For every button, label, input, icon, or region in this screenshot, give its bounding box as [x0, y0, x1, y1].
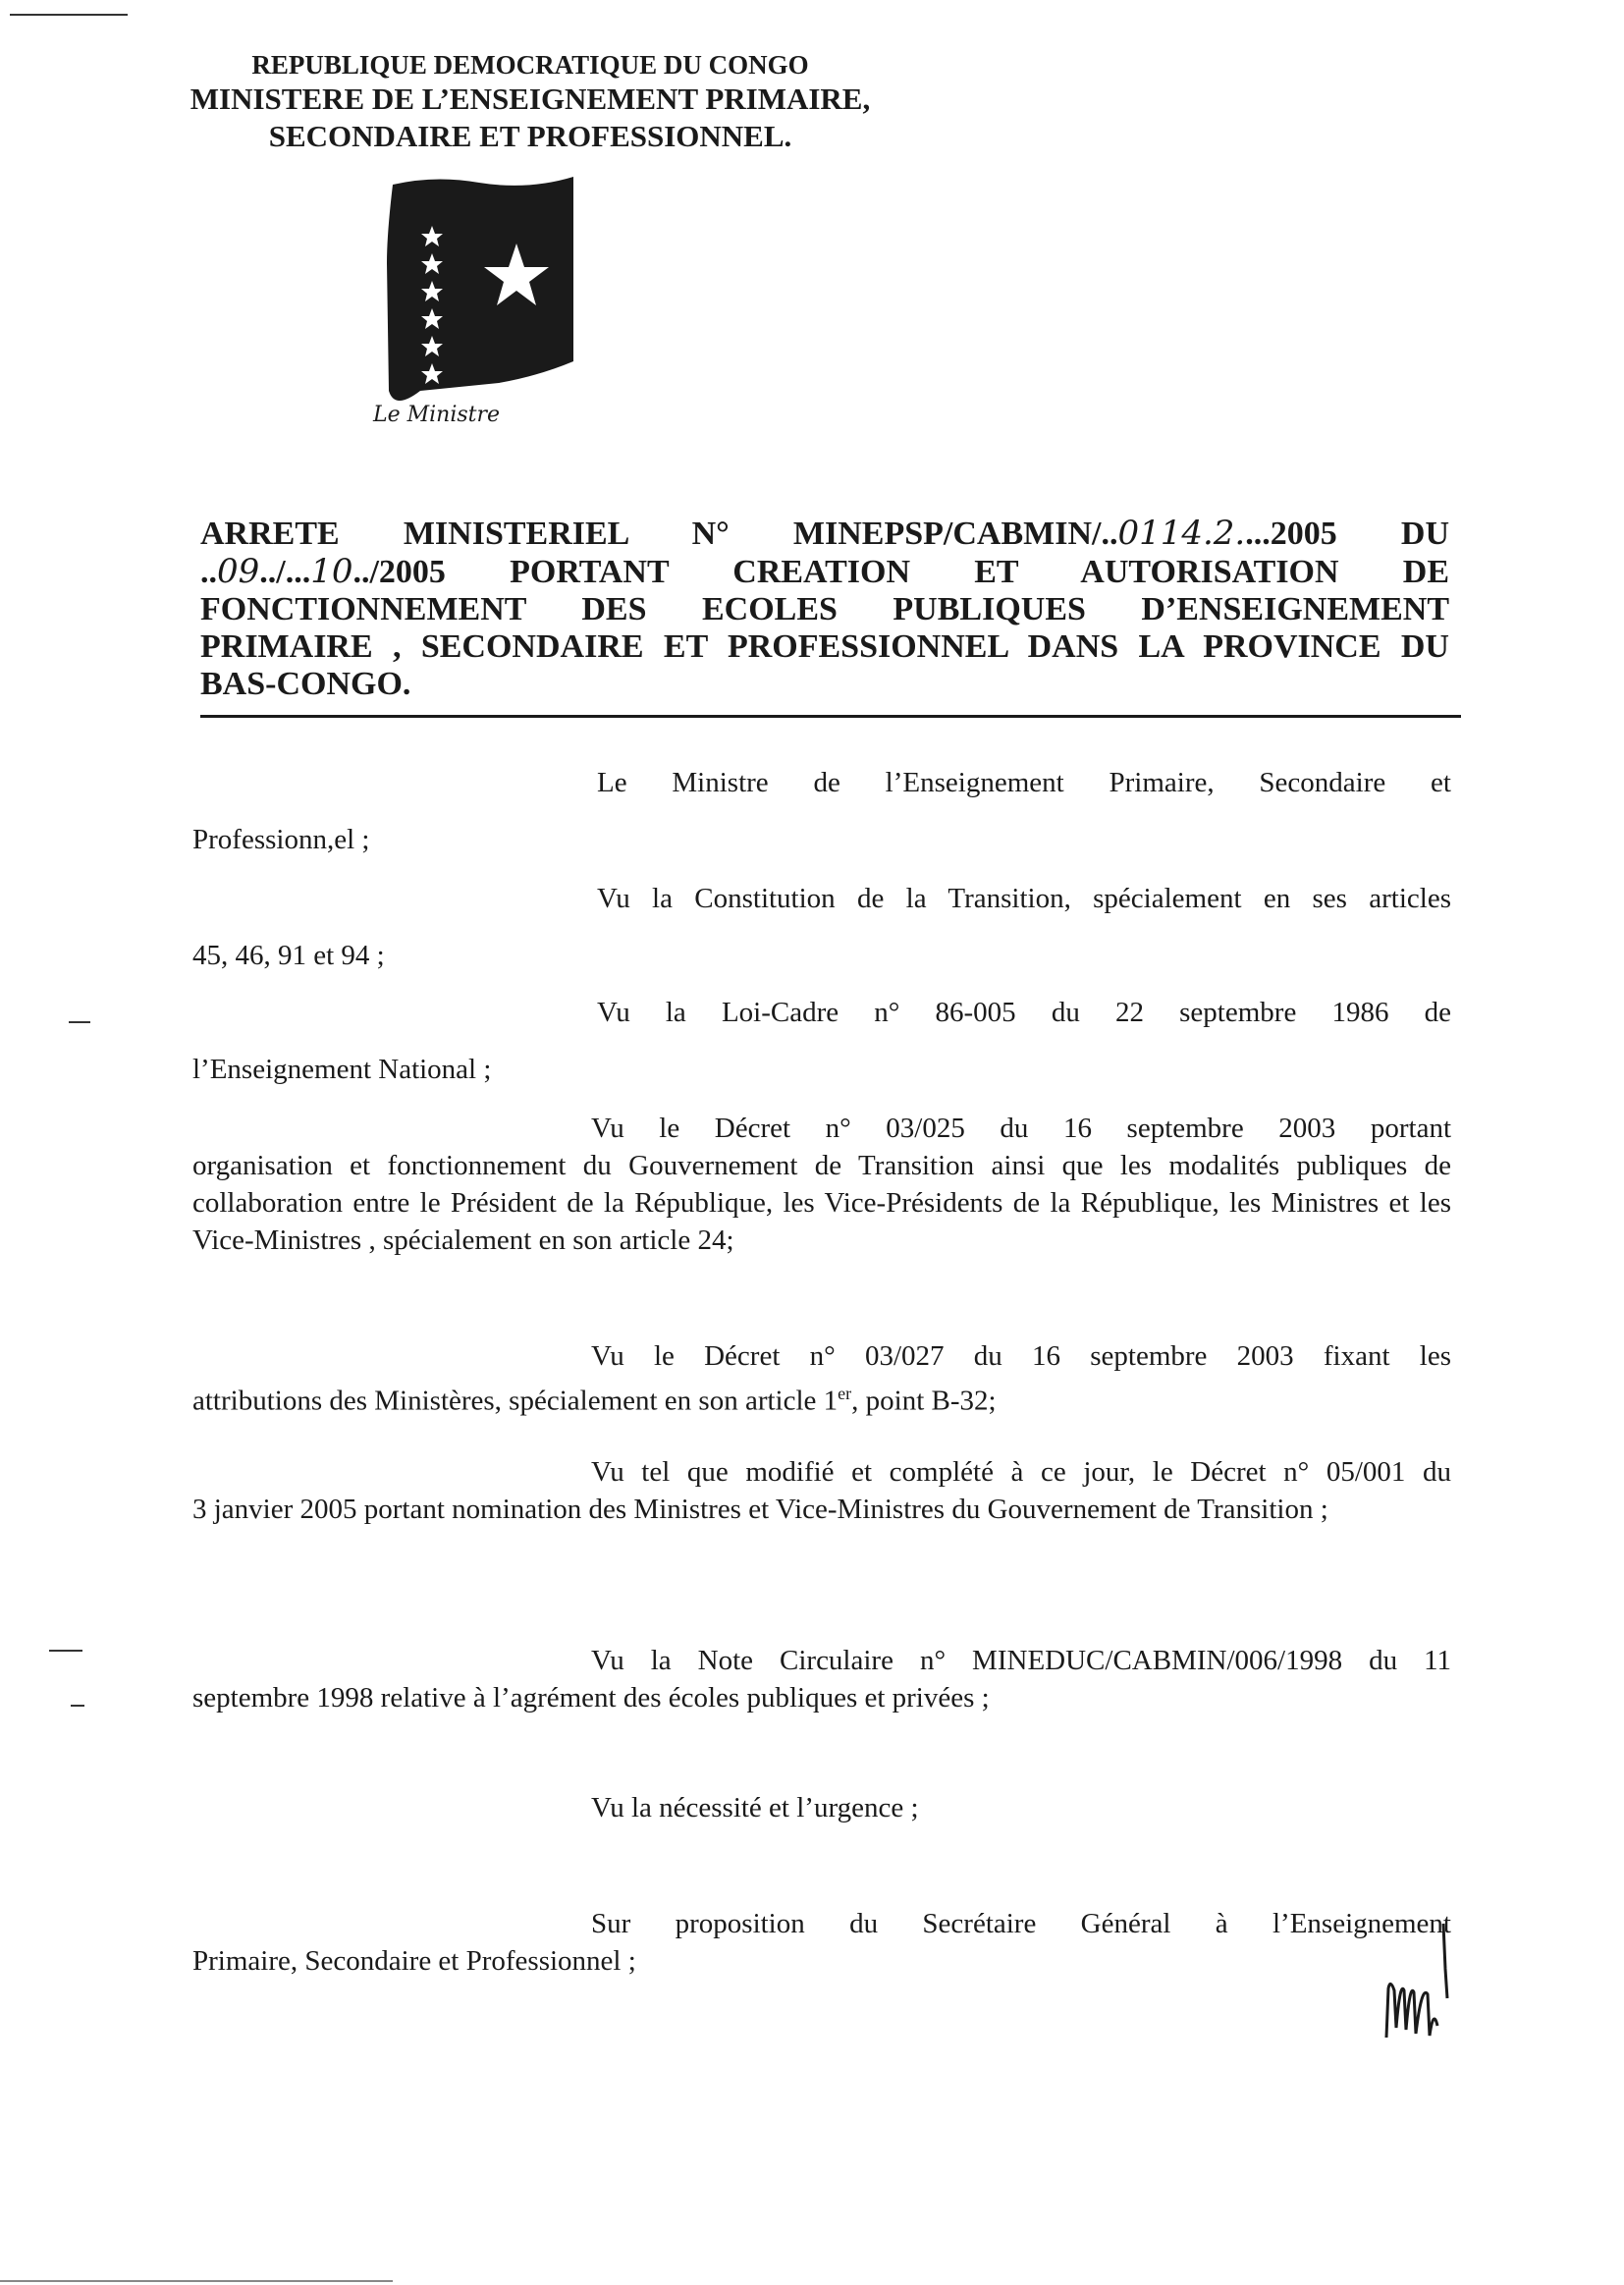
title-part-4: ../2005 PORTANT CREATION ET AUTORISATION DE FONCTIONNEMENT DES ECOLES PUBLIQUES D’ENSEIGNEMENT PRIMAIRE , SECONDAIRE ET PROFESSIONNEL DANS LA PROVINCE DU BAS-CONGO.: [200, 554, 1449, 702]
superscript-er: er: [838, 1384, 852, 1403]
paragraph-urgence: [192, 1789, 1451, 1826]
paragraph-continuation: 45, 46, 91 et 94 ;: [192, 940, 385, 971]
scan-mark: [10, 14, 128, 16]
paragraph-continuation: [192, 1375, 1451, 1420]
title-part-3: ../...: [259, 554, 311, 590]
decree-title: [200, 515, 1449, 703]
paragraph-decret-025: [192, 1110, 1451, 1259]
paragraph-first-line: Vu la nécessité et l’urgence ;: [591, 1792, 919, 1823]
paragraph-loi-cadre: [192, 994, 1451, 1088]
decree-number-handwritten: 0114.2.: [1117, 514, 1246, 553]
paragraph-continuation: organisation et fonctionnement du Gouvernement de Transition ainsi que les modalités publiques de collaboration entre le Président de la République, les Vice-Présidents de la République, les Ministres et les Vice-Ministres , spécialement en son article 24;: [192, 1150, 1451, 1256]
decree-day-handwritten: 09: [217, 552, 260, 591]
scan-mark: [0, 2280, 393, 2282]
paragraph-first-line: Sur proposition du Secrétaire Général à l’Enseignement: [591, 1908, 1451, 1939]
paragraph-constitution: [192, 880, 1451, 974]
paragraph-first-line: Vu le Décret n° 03/025 du 16 septembre 2003 portant: [591, 1113, 1451, 1144]
initials-signature-icon: [1379, 1920, 1457, 2047]
paragraph-proposition: [192, 1905, 1451, 1980]
paragraph-first-line: Le Ministre de l’Enseignement Primaire, Secondaire et: [597, 767, 1451, 798]
paragraph-decret-001: [192, 1453, 1451, 1528]
title-part-2: ...2005 DU ..: [200, 516, 1449, 590]
paragraph-continuation: septembre 1998 relative à l’agrément des écoles publiques et privées ;: [192, 1682, 990, 1714]
paragraph-continuation: 3 janvier 2005 portant nomination des Ministres et Vice-Ministres du Gouvernement de Transition ;: [192, 1494, 1328, 1525]
paragraph-decret-027: [192, 1337, 1451, 1420]
title-underline: [200, 715, 1461, 718]
scan-mark: [49, 1650, 82, 1652]
title-part-1: ARRETE MINISTERIEL N° MINEPSP/CABMIN/..: [200, 516, 1118, 552]
continuation-text: attributions des Ministères, spécialement en son article 1: [192, 1385, 839, 1417]
paragraph-minister: [192, 764, 1451, 858]
decree-month-handwritten: 10: [310, 552, 353, 591]
header-republic: REPUBLIQUE DEMOCRATIQUE DU CONGO: [251, 50, 809, 80]
scan-mark: [71, 1705, 84, 1707]
document-header: [187, 49, 874, 154]
paragraph-first-line: Vu la Constitution de la Transition, spécialement en ses articles: [597, 883, 1451, 914]
paragraph-first-line: Vu la Note Circulaire n° MINEDUC/CABMIN/006/1998 du 11: [591, 1645, 1451, 1676]
paragraph-note-circulaire: [192, 1642, 1451, 1716]
header-ministry: MINISTERE DE L’ENSEIGNEMENT PRIMAIRE,: [189, 82, 871, 117]
paragraph-first-line: Vu tel que modifié et complété à ce jour, le Décret n° 05/001 du: [591, 1456, 1451, 1488]
emblem-caption: Le Ministre: [373, 403, 501, 427]
scan-mark: [69, 1021, 90, 1023]
paragraph-continuation: Primaire, Secondaire et Professionnel ;: [192, 1945, 636, 1977]
flag-emblem-icon: [381, 175, 577, 418]
header-ministry-cont: SECONDAIRE ET PROFESSIONNEL.: [268, 118, 792, 153]
paragraph-first-line: Vu la Loi-Cadre n° 86-005 du 22 septembre 1986 de: [597, 997, 1451, 1028]
paragraph-continuation: Professionn,el ;: [192, 824, 370, 855]
paragraph-first-line: Vu le Décret n° 03/027 du 16 septembre 2003 fixant les: [591, 1340, 1451, 1372]
continuation-text-end: , point B-32;: [851, 1385, 997, 1417]
paragraph-continuation: l’Enseignement National ;: [192, 1054, 492, 1085]
